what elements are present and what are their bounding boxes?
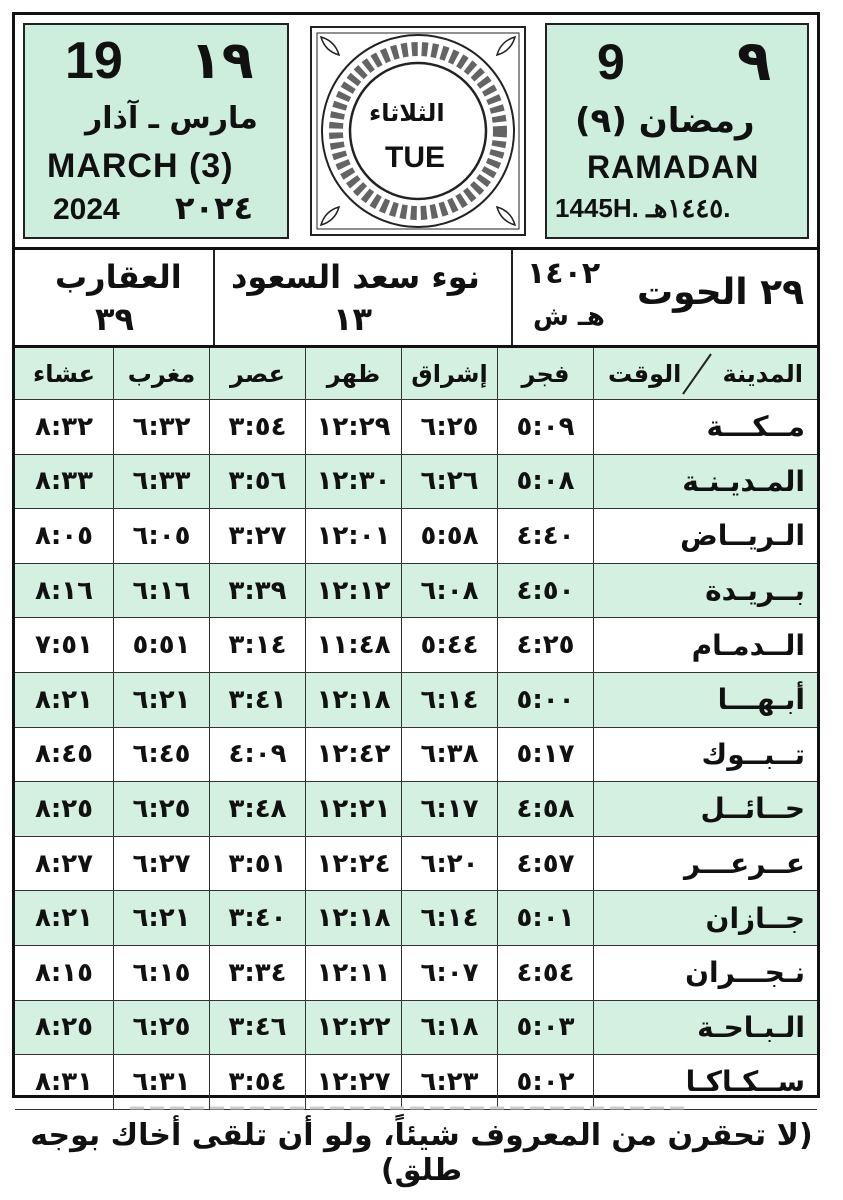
- solar-date-cell: [511, 250, 817, 345]
- time-fajr: ٤:٥٨: [497, 782, 593, 836]
- time-maghrib: ٦:٣٢: [113, 400, 209, 454]
- time-maghrib: ٦:٢٥: [113, 1001, 209, 1055]
- time-maghrib: ٦:٣٣: [113, 455, 209, 509]
- time-fajr: ٥:٠٠: [497, 673, 593, 727]
- time-isha: ٨:٢٥: [34, 793, 93, 824]
- time-fajr: ٥:٠٢: [497, 1055, 593, 1109]
- col-isha: عشاء: [32, 359, 96, 388]
- col-ishraq: إشراق: [401, 348, 497, 399]
- time-isha: ٨:٢٥: [34, 1012, 93, 1043]
- calendar-page: [12, 12, 820, 1098]
- time-asr: ٣:٤٦: [209, 1001, 305, 1055]
- time-ishraq: ٦:٠٧: [401, 946, 497, 1000]
- gregorian-year-latin: 2024: [53, 193, 120, 226]
- city-name: نـجـــران: [593, 946, 817, 1000]
- city-name: أبـهـــا: [593, 673, 817, 727]
- time-maghrib: ٦:٠٥: [113, 509, 209, 563]
- time-fajr: ٥:٠٣: [497, 1001, 593, 1055]
- time-ishraq: ٦:١٤: [401, 891, 497, 945]
- city-name: بــريـدة: [593, 564, 817, 618]
- time-dhuhr: ١٢:١٨: [305, 673, 401, 727]
- anwa-cell: [213, 250, 511, 345]
- header-time-label: الوقت: [608, 359, 682, 388]
- header-city-label: المدينة: [722, 359, 803, 388]
- table-row: [15, 618, 817, 673]
- time-maghrib: ٦:١٦: [113, 564, 209, 618]
- time-fajr: ٤:٢٥: [497, 618, 593, 672]
- anwa-name: نوء سعد السعود: [231, 258, 480, 296]
- weekday-arabic: الثلاثاء: [369, 99, 445, 127]
- weekday-latin: TUE: [385, 141, 445, 174]
- time-asr: ٣:٤٨: [209, 782, 305, 836]
- gregorian-date-box: [23, 23, 289, 239]
- time-isha: ٨:٤٥: [34, 739, 93, 770]
- time-asr: ٣:٣٩: [209, 564, 305, 618]
- table-row: [15, 1001, 817, 1056]
- table-row: [15, 891, 817, 946]
- time-ishraq: ٥:٤٤: [401, 618, 497, 672]
- time-asr: ٣:٤١: [209, 673, 305, 727]
- time-dhuhr: ١٢:١٢: [305, 564, 401, 618]
- time-dhuhr: ١٢:٢٢: [305, 1001, 401, 1055]
- time-isha: ٨:١٥: [34, 957, 93, 988]
- time-fajr: ٤:٤٠: [497, 509, 593, 563]
- time-dhuhr: ١٢:٢١: [305, 782, 401, 836]
- time-ishraq: ٦:٢٥: [401, 400, 497, 454]
- time-isha: ٨:٢٧: [34, 848, 93, 879]
- time-maghrib: ٦:٢١: [113, 673, 209, 727]
- time-dhuhr: ١٢:٢٤: [305, 837, 401, 891]
- time-isha: ٧:٥١: [34, 630, 93, 661]
- time-isha: ٨:١٦: [34, 575, 93, 606]
- city-name: ســكـاكـا: [593, 1055, 817, 1109]
- time-ishraq: ٦:٢٦: [401, 455, 497, 509]
- season-name: العقارب: [55, 258, 182, 296]
- season-day: ٣٩: [95, 300, 135, 338]
- hijri-month-latin: RAMADAN: [587, 149, 760, 185]
- time-dhuhr: ١٢:٢٧: [305, 1055, 401, 1109]
- time-ishraq: ٦:١٨: [401, 1001, 497, 1055]
- time-asr: ٣:٥٦: [209, 455, 305, 509]
- solar-label: هـ ش: [533, 302, 605, 332]
- gregorian-day-arabic: ١٩: [190, 31, 254, 91]
- time-asr: ٤:٠٩: [209, 728, 305, 782]
- time-isha: ٨:٢١: [34, 684, 93, 715]
- table-row: [15, 728, 817, 783]
- weekday-seal: [307, 23, 529, 239]
- time-dhuhr: ١٢:٠١: [305, 509, 401, 563]
- time-asr: ٣:٣٤: [209, 946, 305, 1000]
- table-row: [15, 400, 817, 455]
- col-asr: عصر: [209, 348, 305, 399]
- table-row: [15, 946, 817, 1001]
- time-maghrib: ٦:٤٥: [113, 728, 209, 782]
- time-dhuhr: ١٢:٤٢: [305, 728, 401, 782]
- time-fajr: ٥:٠١: [497, 891, 593, 945]
- hijri-day-latin: 9: [597, 34, 625, 90]
- col-dhuhr: ظهر: [305, 348, 401, 399]
- time-ishraq: ٦:١٧: [401, 782, 497, 836]
- time-asr: ٣:٤٠: [209, 891, 305, 945]
- time-asr: ٣:٥٤: [209, 400, 305, 454]
- hijri-date-box: [545, 23, 809, 239]
- calendar-header: [15, 15, 817, 247]
- time-ishraq: ٦:٠٨: [401, 564, 497, 618]
- footer-quote: (لا تحقرن من المعروف شيئاً، ولو أن تلقى أخاك بوجه طلق): [30, 1118, 813, 1188]
- prayer-times-table: [15, 345, 817, 1099]
- city-name: حــائــل: [593, 782, 817, 836]
- table-row: [15, 673, 817, 728]
- faint-print-line: [130, 1103, 690, 1113]
- col-fajr: فجر: [497, 348, 593, 399]
- city-name: جــازان: [593, 891, 817, 945]
- time-maghrib: ٦:٢٧: [113, 837, 209, 891]
- time-isha: ٨:٣١: [34, 1066, 93, 1097]
- table-row: [15, 782, 817, 837]
- hijri-day-arabic: ٩: [737, 29, 772, 94]
- city-name: تــبــوك: [593, 728, 817, 782]
- gregorian-month-arabic: مارس ـ آذار: [85, 101, 258, 136]
- time-asr: ٣:١٤: [209, 618, 305, 672]
- time-maghrib: ٦:٢١: [113, 891, 209, 945]
- time-maghrib: ٦:٢٥: [113, 782, 209, 836]
- table-row: [15, 564, 817, 619]
- info-row: [15, 247, 817, 345]
- time-fajr: ٤:٥٠: [497, 564, 593, 618]
- time-maghrib: ٦:٣١: [113, 1055, 209, 1109]
- gregorian-day-latin: 19: [65, 32, 123, 90]
- time-fajr: ٥:٠٩: [497, 400, 593, 454]
- time-dhuhr: ١٢:٣٠: [305, 455, 401, 509]
- table-row: [15, 1055, 817, 1110]
- time-isha: ٨:٢١: [34, 903, 93, 934]
- header-diagonal-divider: [679, 352, 715, 396]
- time-dhuhr: ١٢:٢٩: [305, 400, 401, 454]
- table-row: [15, 509, 817, 564]
- hijri-year: 1445H. ١٤٤٥هـ.: [555, 193, 731, 223]
- time-maghrib: ٥:٥١: [113, 618, 209, 672]
- city-name: مــكـــة: [593, 400, 817, 454]
- time-isha: ٨:٣٣: [34, 466, 93, 497]
- time-fajr: ٤:٥٤: [497, 946, 593, 1000]
- seal-ornament: [307, 23, 529, 239]
- time-dhuhr: ١٢:١١: [305, 946, 401, 1000]
- time-ishraq: ٦:٣٨: [401, 728, 497, 782]
- anwa-day: ١٣: [333, 300, 373, 338]
- city-name: الـبـاحـة: [593, 1001, 817, 1055]
- city-name: عــرعـــر: [593, 837, 817, 891]
- time-isha: ٨:٠٥: [34, 520, 93, 551]
- time-ishraq: ٦:٢٠: [401, 837, 497, 891]
- time-fajr: ٥:١٧: [497, 728, 593, 782]
- time-asr: ٣:٥١: [209, 837, 305, 891]
- time-ishraq: ٦:٢٣: [401, 1055, 497, 1109]
- city-name: المـديـنـة: [593, 455, 817, 509]
- time-dhuhr: ١٢:١٨: [305, 891, 401, 945]
- time-maghrib: ٦:١٥: [113, 946, 209, 1000]
- table-row: [15, 455, 817, 510]
- time-fajr: ٥:٠٨: [497, 455, 593, 509]
- time-asr: ٣:٢٧: [209, 509, 305, 563]
- time-isha: ٨:٣٢: [34, 411, 93, 442]
- gregorian-month-latin: MARCH (3): [47, 147, 234, 185]
- city-name: الــدمـام: [593, 618, 817, 672]
- city-name: الـريــاض: [593, 509, 817, 563]
- solar-date: ٢٩ الحوت: [637, 272, 805, 313]
- season-cell: [15, 250, 213, 345]
- table-row: [15, 837, 817, 892]
- gregorian-year-arabic: ٢٠٢٤: [175, 189, 254, 227]
- time-ishraq: ٦:١٤: [401, 673, 497, 727]
- time-ishraq: ٥:٥٨: [401, 509, 497, 563]
- time-fajr: ٤:٥٧: [497, 837, 593, 891]
- time-dhuhr: ١١:٤٨: [305, 618, 401, 672]
- hijri-month-arabic: رمضان (٩): [575, 101, 755, 141]
- time-asr: ٣:٥٤: [209, 1055, 305, 1109]
- solar-year: ١٤٠٢: [527, 256, 601, 291]
- col-maghrib: مغرب: [113, 348, 209, 399]
